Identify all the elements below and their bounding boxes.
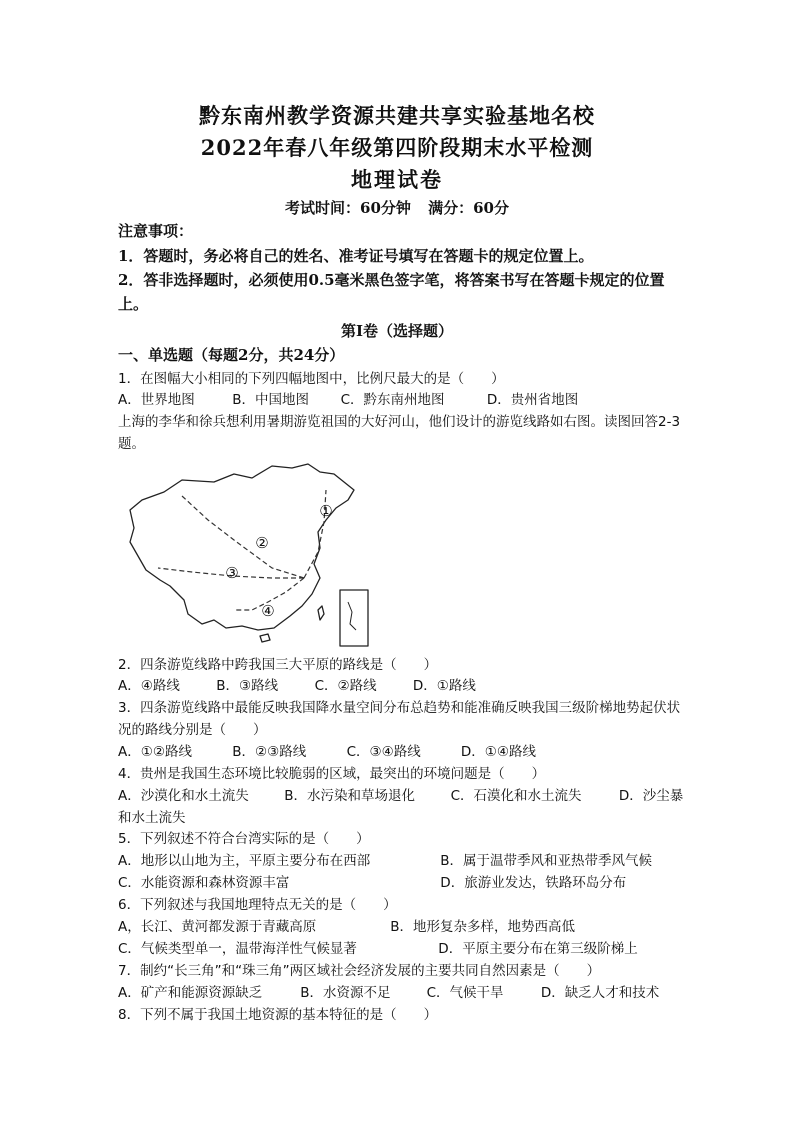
question-6-stem: 6．下列叙述与我国地理特点无关的是（ ）	[118, 897, 397, 913]
exam-title: 2022年春八年级第四阶段期末水平检测	[200, 135, 594, 160]
question-6-options-row2	[118, 939, 688, 961]
q2-option-c: C．②路线	[314, 678, 377, 694]
q6-option-d: D．平原主要分布在第三级阶梯上	[438, 941, 638, 957]
q4-option-c: C．石漠化和水土流失	[450, 788, 582, 804]
taiwan-island	[318, 606, 324, 620]
route-2-label: ②	[255, 534, 269, 552]
q6-option-b: B．地形复杂多样，地势西高低	[390, 919, 576, 935]
q2-option-b: B．③路线	[216, 678, 279, 694]
q1-option-d: D．贵州省地图	[486, 392, 579, 408]
question-7-stem: 7．制约“长三角”和“珠三角”两区域社会经济发展的主要共同自然因素是（ ）	[118, 963, 601, 979]
map-intro: 上海的李华和徐兵想利用暑期游览祖国的大好河山，他们设计的游览线路如右图。读图回答2-3题。	[118, 414, 681, 452]
question-4-options	[118, 786, 688, 829]
q4-option-d: D．沙尘暴和水土流失	[118, 788, 684, 826]
route-4-label: ④	[261, 602, 275, 620]
q6-option-c: C．气候类型单一，温带海洋性气候显著	[118, 941, 357, 957]
subject-title: 地理试卷	[351, 167, 443, 192]
question-5-options-row2	[118, 873, 688, 895]
question-2-options	[118, 676, 688, 698]
question-5-stem: 5．下列叙述不符合台湾实际的是（ ）	[118, 831, 370, 847]
question-3-options	[118, 742, 688, 764]
question-6-options-row1	[118, 917, 688, 939]
inset-islands	[348, 602, 356, 630]
q5-option-b: B．属于温带季风和亚热带季风气候	[440, 853, 653, 869]
q1-option-b: B．中国地图	[232, 392, 310, 408]
q3-option-a: A．①②路线	[118, 744, 192, 760]
question-1-stem: 1．在图幅大小相同的下列四幅地图中，比例尺最大的是（ ）	[118, 371, 505, 387]
notice-item-1: 1．答题时，务必将自己的姓名、准考证号填写在答题卡的规定位置上。	[118, 247, 594, 265]
china-outline	[130, 464, 354, 630]
route-3-label: ③	[225, 564, 239, 582]
question-8-stem: 8．下列不属于我国土地资源的基本特征的是（ ）	[118, 1007, 438, 1023]
q7-option-b: B．水资源不足	[300, 985, 391, 1001]
q4-option-a: A．沙漠化和水土流失	[118, 788, 249, 804]
q5-option-d: D．旅游业发达，铁路环岛分布	[440, 875, 627, 891]
q4-option-b: B．水污染和草场退化	[284, 788, 416, 804]
south-sea-inset	[340, 590, 368, 646]
q3-option-c: C．③④路线	[346, 744, 421, 760]
section-title: 第Ⅰ卷（选择题）	[340, 322, 454, 340]
route-2	[182, 496, 304, 578]
exam-time: 考试时间：60分钟	[285, 199, 411, 217]
question-1-options	[118, 390, 688, 412]
q5-option-a: A．地形以山地为主，平原主要分布在西部	[118, 853, 371, 869]
question-2-stem: 2．四条游览线路中跨我国三大平原的路线是（ ）	[118, 657, 438, 673]
q2-option-a: A．④路线	[118, 678, 180, 694]
q3-option-d: D．①④路线	[460, 744, 536, 760]
q7-option-d: D．缺乏人才和技术	[540, 985, 660, 1001]
q5-option-c: C．水能资源和森林资源丰富	[118, 875, 290, 891]
hainan-island	[260, 634, 270, 642]
q1-option-a: A．世界地图	[118, 392, 195, 408]
question-7-options	[118, 983, 688, 1005]
question-5-options-row1	[118, 851, 688, 873]
q3-option-b: B．②③路线	[232, 744, 307, 760]
q7-option-a: A．矿产和能源资源缺乏	[118, 985, 263, 1001]
q6-option-a: A，长江、黄河都发源于青藏高原	[118, 919, 317, 935]
question-3-stem: 3．四条游览线路中最能反映我国降水量空间分布总趋势和能准确反映我国三级阶梯地势起伏状况的路线分别是（ ）	[118, 700, 681, 738]
q1-option-c: C．黔东南州地图	[340, 392, 445, 408]
school-title: 黔东南州教学资源共建共享实验基地名校	[199, 103, 595, 128]
exam-info	[0, 197, 794, 218]
notice-item-2: 2．答非选择题时，必须使用0.5毫米黑色签字笔，将答案书写在答题卡规定的位置上。	[118, 271, 665, 313]
china-route-map	[122, 460, 382, 655]
q2-option-d: D．①路线	[412, 678, 476, 694]
question-4-stem: 4．贵州是我国生态环境比较脆弱的区域，最突出的环境问题是（ ）	[118, 766, 546, 782]
route-1-label: ①	[319, 502, 333, 520]
notice-heading: 注意事项：	[118, 222, 194, 240]
part-title: 一、单选题（每题2分，共24分）	[118, 346, 345, 364]
q7-option-c: C．气候干旱	[426, 985, 504, 1001]
exam-score: 满分：60分	[428, 199, 509, 217]
